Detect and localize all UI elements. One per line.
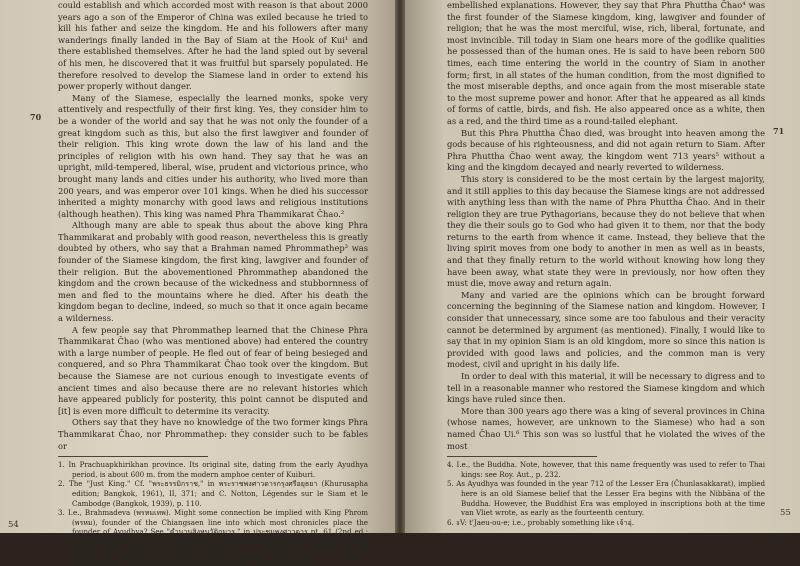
paragraph: Others say that they have no knowledge of the two former kings Phra Thammikarat Čhao, nor Phrommathep: they consider such to be fables or [58, 417, 368, 451]
left-text-column [58, 0, 368, 566]
paragraph: More than 300 years ago there was a king of several provinces in China (whose names, however, are unknown to the Siamese) who had a son named Čhao Ui.⁶ This son was so lustful that he violated the wives of the most [447, 405, 765, 451]
paragraph: Many and varied are the opinions which can be brought forward concerning the beginning of the Siamese nation and kingdom. However, I consider that unnecessary, since some are too fabulous and their veracity cannot be determined by argument (as mentioned). Finally, I would like to say that in my opinion Siam is an old kingdom, more so since this nation is provided with good laws and policies, and the common man is very modest, civil and upright in his daily life. [447, 289, 765, 370]
footnote: 4. I.e., the Buddha. Note, however, that this name frequently was used to refer to Thai kings: see Roy. Aut., p. 232. [447, 460, 765, 479]
page-number: 55 [780, 508, 791, 518]
left-page [0, 0, 395, 566]
page-number: 54 [8, 520, 19, 530]
footnote: 3. I.e., Brahmadeva (พรหมเทพ). Might some connection be implied with King Phrom (พรหม), founder of the Chiangsaen line into which most chronicles place the founder of Ayudhya? See "ตำนานสิงหนวัติกุมาร," in ประชุมพงศาวดาร pt. 61 (2nd ed.; Bangkok, 1972), pp. 75 ff.; and Prince Damrong Rajanubhab, "Siamese history prior to the founding of Ayudhya," JSS XIII, pt. 2; reprinted in Selected Articles from the Siam Society Journal, vol. III (Bangkok, 1959), pp. 69–74. [58, 508, 368, 566]
footnote-divider [447, 456, 597, 457]
right-page [405, 0, 800, 533]
right-text-column [447, 0, 765, 527]
footnote-divider [58, 456, 208, 457]
paragraph: Many of the Siamese, especially the learned monks, spoke very attentively and respectfully of their first king. Yes, they consider him to be a wonder of the world and say that he was not only the founder of a great kingdom such as this, but also the first lawgiver and founder of their religion. This king wrote down the law of his land and the principles of religion with his own hand. They say that he was an upright, mild-tempered, liberal, wise, prudent and victorious prince, who brought many lands and cities under his authority, who lived more than 200 years, and was emperor over 101 kings. When he died his successor inherited a mighty monarchy with good laws and religious institutions (although heathen). This king was named Phra Thammikarat Čhao.² [58, 92, 368, 219]
footnote: 5. As Ayudhya was founded in the year 712 of the Lesser Era (Čhunlasakkarat), implied here is an old Siamese belief that the Lesser Era begins with the Nibbāna of the Buddha. However, the Buddhist Era was employed in inscriptions both at the time van Vliet wrote, as early as the fourteenth century. [447, 479, 765, 518]
paragraph: embellished explanations. However, they say that Phra Phuttha Čhao⁴ was the first founder of the Siamese kingdom, king, lawgiver and founder of religion; that he was the most merciful, wise, rich, liberal, fortunate, and most invincible. Till today in Siam one hears more of the godlike qualities he possessed than of the human ones. He is said to have been reborn 500 times, each time entering the world in the country of Siam in another form; first, in all states of the human condition, from the most dignified to the most miserable depths, and once again from the most miserable state to the most supreme power and honor. After that he appeared as all kinds of forms of cattle, birds, and fish. He also appeared once as a white, then as a red, and the third time as a round-tailed elephant. [447, 0, 765, 126]
paragraph: This story is considered to be the most certain by the largest majority, and it still applies to this day because the Siamese kings are not addressed with anything less than with the name of Phra Phuttha Čhao. And in their religion they are true Pythagorians, because they do not believe that when they die their souls go to God who had given it to them, nor that the body returns to the earth from whence it came. Instead, they believe that the living spirit moves from one body to another in men as well as in beasts, and that they finally return to the world without knowing how long they have been away, what state they were in previously, nor how often they must die, move away and return again. [447, 173, 765, 289]
paragraph: Although many are able to speak thus about the above king Phra Thammikarat and probably with good reason, nevertheless this is greatly doubted by others, who say that a Brahman named Phrommathep³ was founder of the Siamese kingdom, the first king, lawgiver and founder of their religion. But the abovementioned Phrommathep abandoned the kingdom and the crown because of the wickedness and stubbornness of men and fled to the mountains where he died. After his death the kingdom began to decline, indeed, so much so that it once again became a wilderness. [58, 220, 368, 324]
paragraph: could establish and which accorded most with reason is that about 2000 years ago a son of the Emperor of China was exiled because he tried to kill his father and seize the kingdom. He and his followers after many wanderings finally landed in the Bay of Siam at the Hook of Kui¹ and there established themselves. After he had the land spied out by several of his men, he discovered that it was fruitful but sparsely populated. He therefore resolved to develop the Siamese land in order to extend his power properly without danger. [58, 0, 368, 92]
footnote: 1. In Prachuapkhirikhan province. Its original site, dating from the early Ayudhya period, is about 600 m. from the modern amphoe center of Kuiburi. [58, 460, 368, 479]
margin-folio-number: 70 [30, 112, 42, 122]
footnote: 6. ɤV: t'Jaeu-ou-e; i.e., probably something like เจ้าอุ่. [447, 517, 634, 527]
book-gutter [395, 0, 405, 533]
footnote: 2. The "Just King." Cf. "พระธรรมิกราช," in พระราชพงศาวดารกรุงศรีอยุธยา (Khurusapha edition; Bangkok, 1961), II, 371; and C. Notton, Légendes sur le Siam et le Cambodge (Bangkok, 1939), p. 110. [58, 479, 368, 508]
paragraph: In order to deal with this material, it will be necessary to digress and to tell in a reasonable manner who restored the Siamese kingdom and which kings have ruled since then. [447, 371, 765, 405]
paragraph: But this Phra Phuttha Čhao died, was brought into heaven among the gods because of his righteousness, and did not again return to Siam. After Phra Phuttha Čhao went away, the kingdom went 713 years⁵ without a king and the kingdom decayed and nearly reverted to wilderness. [447, 127, 765, 173]
paragraph: A few people say that Phrommathep learned that the Chinese Phra Thammikarat Čhao (who was mentioned above) had entered the country with a large number of people. He fled out of fear of being besieged and conquered, and so Phra Thammikarat Čhao took over the kingdom. But because the Siamese are not curious enough to investigate events of ancient times and also because there are no relevant histories which have appeared publicly for posterity, this point cannot be disputed and [it] is even more difficult to determine its veracity. [58, 324, 368, 416]
margin-folio-number: 71 [773, 126, 785, 136]
